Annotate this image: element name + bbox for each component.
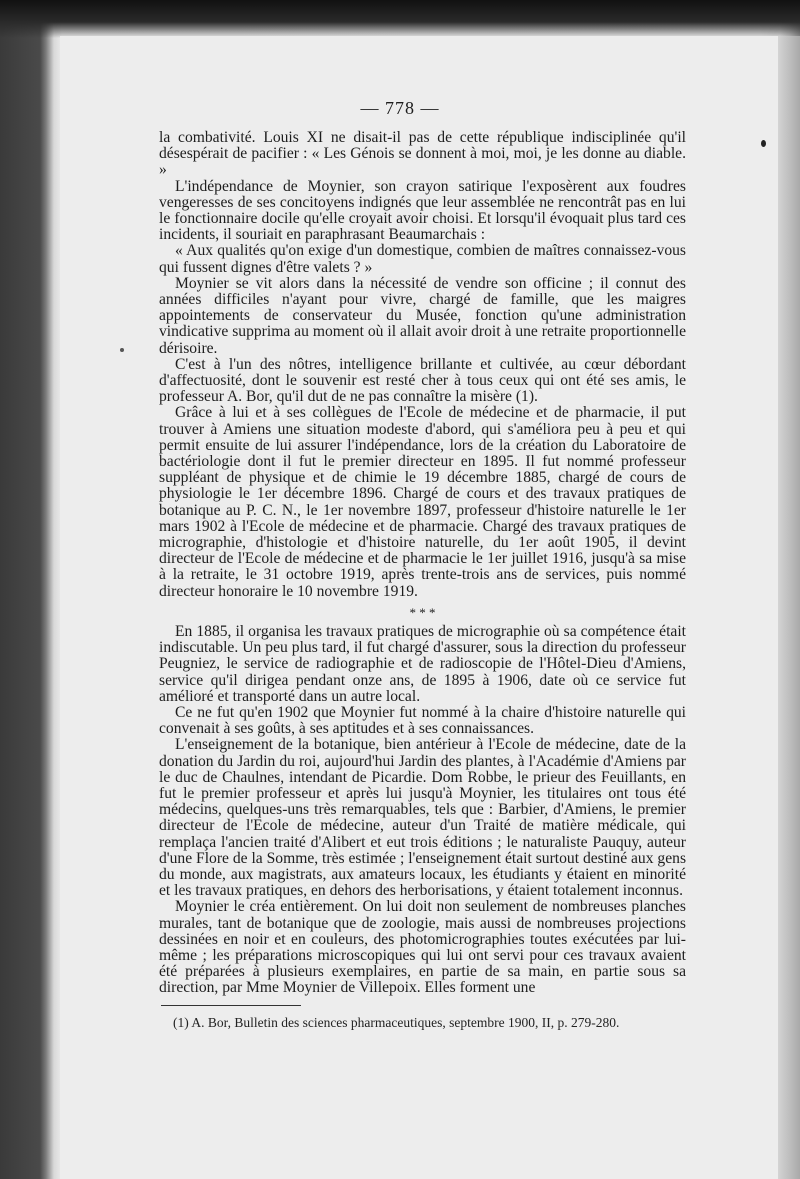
scan-top-shadow — [0, 0, 800, 38]
margin-mark-left — [120, 348, 124, 352]
margin-mark — [761, 140, 766, 147]
body-text — [159, 130, 686, 997]
page-number: — 778 — — [360, 98, 440, 118]
paragraph: Grâce à lui et à ses collègues de l'Ecole de médecine et de pharmacie, il put trouver à Amiens une situation modeste d'abord, qui s'améliora peu à peu et qui permit ensuite de lui assurer l'indépendance, lors de la création du Laboratoire de bactériologie dont il fut le premier directeur en 1895. Il fut nommé professeur suppléant de physique et de chimie le 19 décembre 1885, chargé de cours de physiologie le 1er décembre 1896. Chargé de cours et des travaux pratiques de botanique au P. C. N., le 1er novembre 1897, professeur d'histoire naturelle le 1er mars 1902 à l'Ecole de médecine et de pharmacie. Chargé des travaux pratiques de micrographie, d'histologie et d'histoire naturelle, du 1er août 1905, il devint directeur de l'Ecole de médecine et de pharmacie le 1er juillet 1916, jusqu'à sa mise à la retraite, le 31 octobre 1919, après trente-trois ans de services, puis nommé directeur honoraire le 10 novembre 1919. — [159, 404, 686, 600]
paragraph: L'indépendance de Moynier, son crayon satirique l'exposèrent aux foudres vengeresses de ses concitoyens indignés que leur assemblée ne rencontrât pas en lui le fonctionnaire docile qu'elle croyait avoir choisi. Et lorsqu'il évoquait plus tard ces incidents, il souriait en paraphrasant Beaumarchais : — [159, 177, 686, 244]
paragraph: la combativité. Louis XI ne disait-il pas de cette république indisciplinée qu'il désespérait de pacifier : « Les Génois se donnent à moi, moi, je les donne au diable. » — [159, 129, 686, 179]
paragraph: L'enseignement de la botanique, bien antérieur à l'Ecole de médecine, date de la donation du Jardin du roi, aujourd'hui Jardin des plantes, à l'Académie d'Amiens par le duc de Chaulnes, intendant de Picardie. Dom Robbe, le prieur des Feuillants, en fut le premier professeur et après lui jusqu'à Moynier, les titulaires ont tous été médecins, quelques-uns très remarquables, tels que : Barbier, d'Amiens, le premier directeur de l'Ecole de médecine, auteur d'un Traité de matière médicale, qui remplaça l'ancien traité d'Alibert et eut trois éditions ; le naturaliste Pauquy, auteur d'une Flore de la Somme, très estimée ; l'enseignement était surtout destiné aux gens du monde, aux magistrats, aux amateurs locaux, les étudiants y étaient en minorité et les travaux pratiques, en dehors des herborisations, y étaient totalement inconnus. — [159, 736, 687, 900]
footnote-rule — [161, 1005, 301, 1006]
footnote: (1) A. Bor, Bulletin des sciences pharmaceutiques, septembre 1900, II, p. 279-280. — [173, 1015, 620, 1030]
paragraph: Moynier le créa entièrement. On lui doit non seulement de nombreuses planches murales, tant de botanique que de zoologie, mais aussi de nombreuses projections dessinées en noir et en couleurs, des photomicrographies toutes exécutées par lui-même ; les préparations microscopiques qui lui ont servi pour ces travaux avaient été préparées à plusieurs exemplaires, en partie de sa main, en partie sous sa direction, par Mme Moynier de Villepoix. Elles forment une — [159, 898, 686, 997]
paragraph: Moynier se vit alors dans la nécessité de vendre son officine ; il connut des années difficiles n'ayant pour vivre, chargé de famille, que les maigres appointements de conservateur du Musée, fonction qu'une administration vindicative supprima au moment où il allait avoir droit à une retraite proportionnelle dérisoire. — [159, 274, 686, 357]
paragraph: Ce ne fut qu'en 1902 que Moynier fut nommé à la chaire d'histoire naturelle qui convenait à ses goûts, à ses aptitudes et à ses connaissances. — [159, 703, 686, 738]
quotation: « Aux qualités qu'on exige d'un domestique, combien de maîtres connaissez-vous qui fussent dignes d'être valets ? » — [159, 242, 686, 276]
section-break: * * * — [409, 604, 436, 620]
paragraph: C'est à l'un des nôtres, intelligence brillante et cultivée, au cœur débordant d'affectuosité, dont le souvenir est resté cher à tous ceux qui ont été ses amis, le professeur A. Bor, qu'il dut de ne pas connaître la misère (1). — [159, 355, 686, 406]
paragraph: En 1885, il organisa les travaux pratiques de micrographie où sa compétence était indiscutable. Un peu plus tard, il fut chargé d'assurer, sous la direction du professeur Peugniez, le service de radiographie et de radioscopie de l'Hôtel-Dieu d'Amiens, service qu'il dirigea pendant onze ans, de 1895 à 1906, date où ce service fut amélioré et transporté dans un autre local. — [159, 622, 686, 705]
page-edge — [778, 36, 800, 1179]
